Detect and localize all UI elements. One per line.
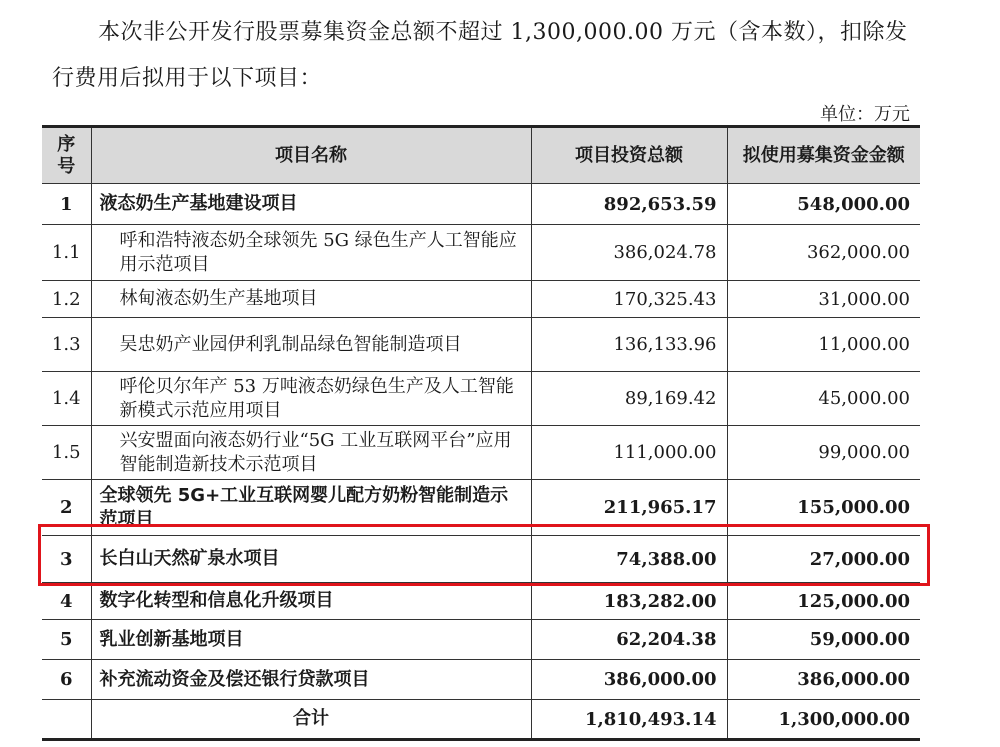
row-total: 386,000.00 [531, 660, 727, 700]
row-raised: 31,000.00 [727, 281, 920, 318]
row-raised: 362,000.00 [727, 225, 920, 281]
row-name: 呼和浩特液态奶全球领先 5G 绿色生产人工智能应用示范项目 [91, 225, 531, 281]
table-row [42, 660, 920, 700]
row-name: 液态奶生产基地建设项目 [91, 184, 531, 225]
row-total: 74,388.00 [531, 536, 727, 583]
table-row-highlighted [42, 536, 920, 583]
table-row [42, 480, 920, 536]
header-seq: 序号 [42, 127, 91, 184]
table-row [42, 620, 920, 660]
row-name: 乳业创新基地项目 [91, 620, 531, 660]
row-raised: 11,000.00 [727, 318, 920, 372]
row-name: 补充流动资金及偿还银行贷款项目 [91, 660, 531, 700]
row-seq: 2 [42, 480, 91, 536]
row-name: 吴忠奶产业园伊利乳制品绿色智能制造项目 [91, 318, 531, 372]
row-seq: 3 [42, 536, 91, 583]
row-raised: 27,000.00 [727, 536, 920, 583]
table-row [42, 583, 920, 620]
row-raised: 99,000.00 [727, 426, 920, 480]
row-seq: 1.1 [42, 225, 91, 281]
row-seq: 1.5 [42, 426, 91, 480]
table-row [42, 426, 920, 480]
table-row [42, 281, 920, 318]
row-seq: 5 [42, 620, 91, 660]
funding-table [42, 125, 920, 741]
row-total: 386,024.78 [531, 225, 727, 281]
total-investment: 1,810,493.14 [531, 700, 727, 740]
row-name: 数字化转型和信息化升级项目 [91, 583, 531, 620]
table-header-row [42, 127, 920, 184]
row-raised: 45,000.00 [727, 372, 920, 426]
table-row [42, 372, 920, 426]
row-raised: 59,000.00 [727, 620, 920, 660]
row-name: 林甸液态奶生产基地项目 [91, 281, 531, 318]
row-raised: 548,000.00 [727, 184, 920, 225]
row-raised: 125,000.00 [727, 583, 920, 620]
row-name: 兴安盟面向液态奶行业“5G 工业互联网平台”应用智能制造新技术示范项目 [91, 426, 531, 480]
row-total: 211,965.17 [531, 480, 727, 536]
row-raised: 386,000.00 [727, 660, 920, 700]
table-row [42, 225, 920, 281]
row-total: 170,325.43 [531, 281, 727, 318]
row-name: 呼伦贝尔年产 53 万吨液态奶绿色生产及人工智能新模式示范应用项目 [91, 372, 531, 426]
row-seq: 1.2 [42, 281, 91, 318]
row-total: 183,282.00 [531, 583, 727, 620]
row-seq: 1.3 [42, 318, 91, 372]
total-label: 合计 [91, 700, 531, 740]
unit-label: 单位：万元 [820, 104, 910, 125]
total-spacer [42, 700, 91, 740]
table-row [42, 184, 920, 225]
row-seq: 4 [42, 583, 91, 620]
row-raised: 155,000.00 [727, 480, 920, 536]
row-total: 892,653.59 [531, 184, 727, 225]
header-total: 项目投资总额 [531, 127, 727, 184]
row-total: 136,133.96 [531, 318, 727, 372]
table-total-row [42, 700, 920, 740]
table-row [42, 318, 920, 372]
header-raised: 拟使用募集资金金额 [727, 127, 920, 184]
row-total: 111,000.00 [531, 426, 727, 480]
row-seq: 1 [42, 184, 91, 225]
row-total: 89,169.42 [531, 372, 727, 426]
row-seq: 1.4 [42, 372, 91, 426]
header-name: 项目名称 [91, 127, 531, 184]
row-name: 全球领先 5G+工业互联网婴儿配方奶粉智能制造示范项目 [91, 480, 531, 536]
intro-paragraph: 本次非公开发行股票募集资金总额不超过 1,300,000.00 万元（含本数），扣除发行费用后拟用于以下项目： [52, 20, 908, 91]
row-name: 长白山天然矿泉水项目 [91, 536, 531, 583]
row-total: 62,204.38 [531, 620, 727, 660]
total-raised: 1,300,000.00 [727, 700, 920, 740]
row-seq: 6 [42, 660, 91, 700]
